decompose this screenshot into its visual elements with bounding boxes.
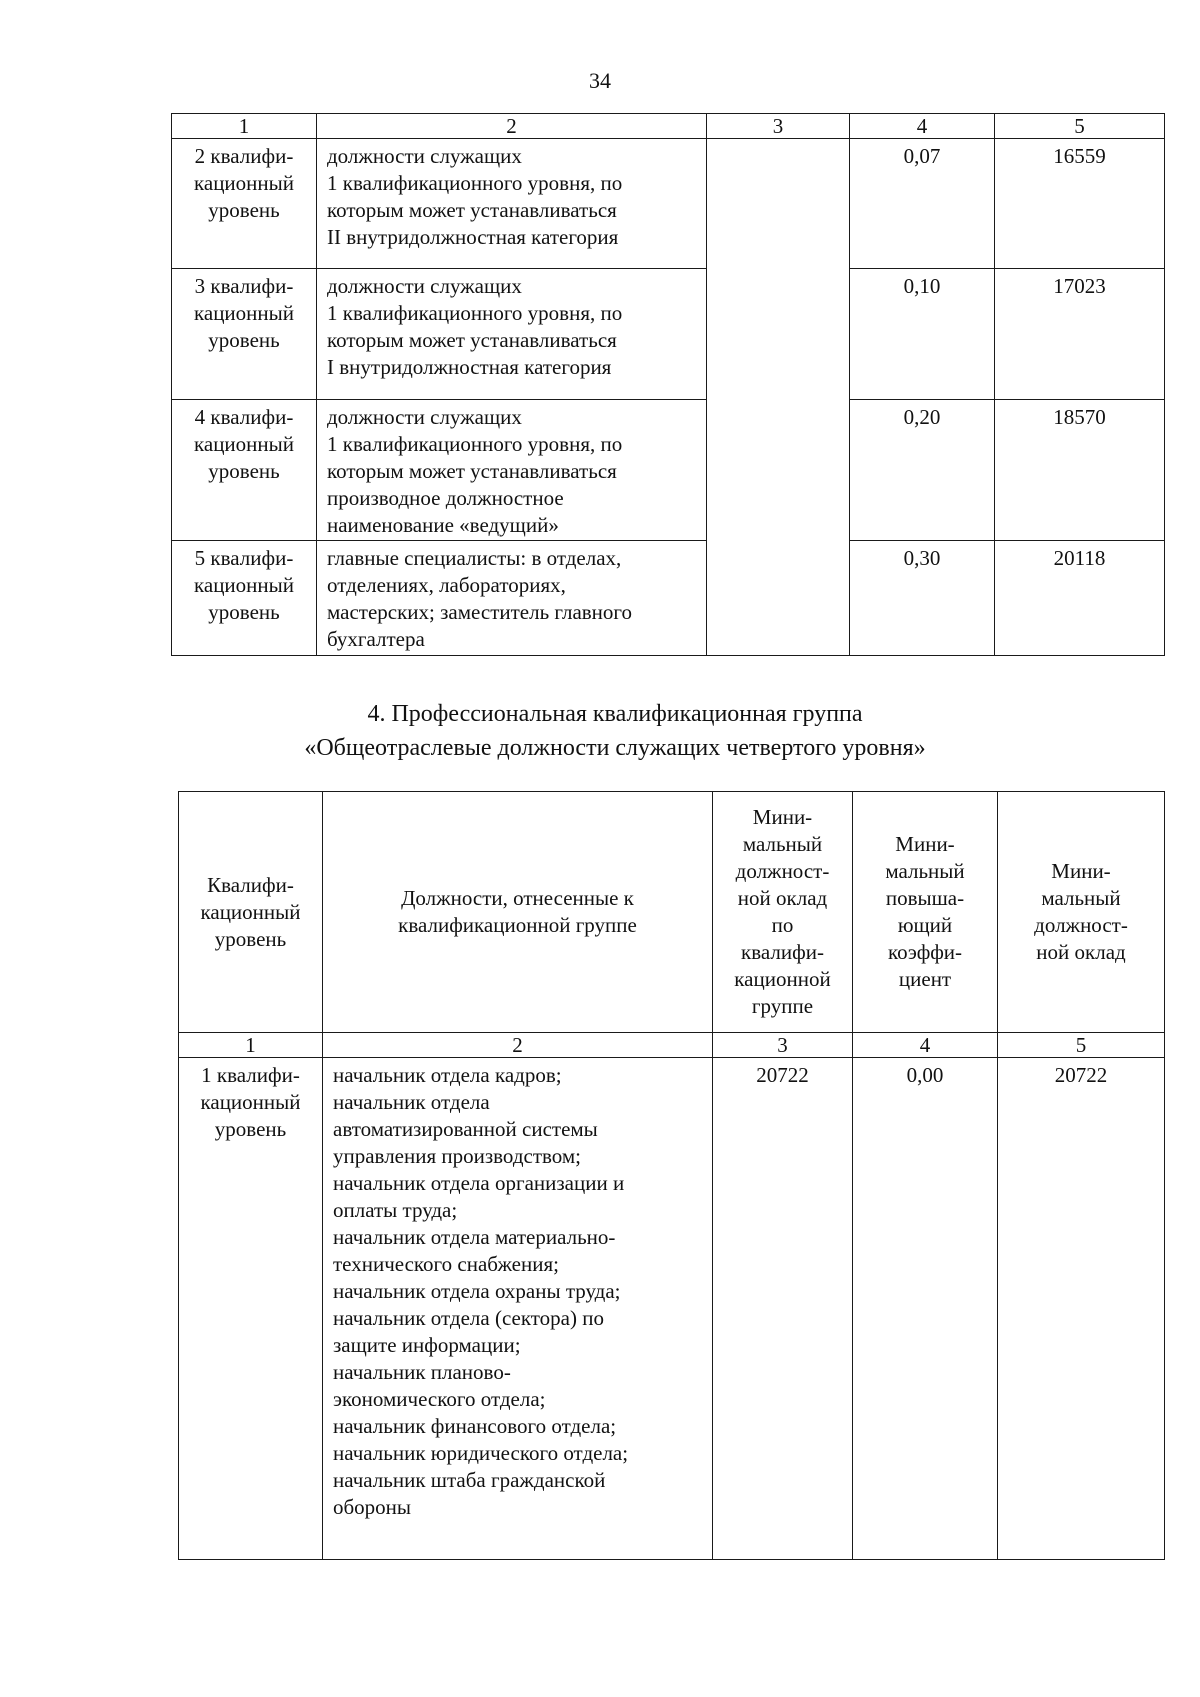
level-line: 1 квалифи- (201, 1063, 300, 1087)
position-line: главные специалисты: в отделах, (327, 546, 622, 570)
column-number-row (179, 1033, 1165, 1058)
positions-cell (317, 139, 707, 269)
header-line: ющий (897, 913, 953, 937)
position-line: 1 квалификационного уровня, по (327, 432, 623, 456)
header-line: должност- (1034, 913, 1128, 937)
position-line: наименование «ведущий» (327, 513, 559, 537)
header-row (179, 792, 1165, 1033)
position-line: начальник юридического отдела; (333, 1441, 629, 1465)
level-line: кационный (193, 432, 294, 456)
position-line: защите информации; (333, 1333, 521, 1357)
level-line: уровень (208, 459, 280, 483)
header-line: повыша- (885, 886, 965, 910)
level-line: уровень (208, 600, 280, 624)
level-line: кационный (193, 573, 294, 597)
salary-cell: 18570 (995, 400, 1165, 541)
position-line: должности служащих (327, 274, 522, 298)
column-number: 5 (998, 1033, 1165, 1058)
header-line: Должности, отнесенные к (401, 886, 634, 910)
coefficient-cell: 0,30 (850, 541, 995, 656)
position-line: экономического отдела; (333, 1387, 546, 1411)
level-cell (172, 139, 317, 269)
positions-cell (317, 400, 707, 541)
position-line: обороны (333, 1495, 412, 1519)
header-line: Квалифи- (207, 872, 294, 897)
position-line: начальник отдела организации и (333, 1171, 625, 1195)
position-line: производное должностное (327, 486, 564, 510)
salary-cell: 20118 (995, 541, 1165, 656)
salary-cell: 17023 (995, 269, 1165, 400)
qualification-group-4-table (178, 791, 1165, 1560)
header-line: кационной (734, 967, 831, 991)
level-cell (172, 400, 317, 541)
position-line: начальник отдела (333, 1090, 490, 1114)
table-row (172, 400, 1165, 541)
page-number: 34 (589, 68, 611, 93)
position-line: технического снабжения; (333, 1252, 559, 1276)
group-salary-cell-empty (707, 139, 850, 656)
position-line: начальник отдела кадров; (333, 1063, 562, 1087)
table-row (172, 269, 1165, 400)
position-line: 1 квалификационного уровня, по (327, 171, 623, 195)
column-number: 4 (853, 1033, 998, 1058)
header-line: коэффи- (887, 940, 963, 964)
position-line: мастерских; заместитель главного (327, 600, 633, 624)
position-line: II внутридолжностная категория (327, 225, 619, 249)
position-line: начальник отдела материально- (333, 1225, 616, 1249)
position-line: оплаты труда; (333, 1198, 458, 1222)
position-line: автоматизированной системы (333, 1117, 598, 1141)
coefficient-cell: 0,07 (850, 139, 995, 269)
header-line: по (771, 913, 794, 937)
header-line: уровень (214, 926, 287, 951)
positions-cell (323, 1058, 713, 1560)
level-line: 4 квалифи- (194, 405, 294, 429)
header-line: квалифи- (741, 940, 824, 964)
level-cell (179, 1058, 323, 1560)
header-line: квалификационной группе (398, 913, 637, 937)
header-line: ной оклад (737, 886, 828, 910)
header-line: мальный (885, 859, 965, 883)
column-number-row (172, 114, 1165, 139)
position-line: начальник финансового отдела; (333, 1414, 617, 1438)
header-line: кационный (200, 899, 301, 924)
header-line: должност- (735, 859, 830, 883)
position-line: начальник штаба гражданской (333, 1468, 606, 1492)
column-number: 1 (179, 1033, 323, 1058)
position-line: которым может устанавливаться (327, 459, 617, 483)
positions-cell (317, 541, 707, 656)
coefficient-cell: 0,10 (850, 269, 995, 400)
level-line: 2 квалифи- (194, 144, 294, 168)
column-number: 3 (713, 1033, 853, 1058)
header-line: Мини- (752, 805, 813, 829)
header-line: Мини- (895, 832, 955, 856)
section-title-line: «Общеотраслевые должности служащих четвертого уровня» (304, 735, 926, 761)
header-line: Мини- (1051, 859, 1111, 883)
level-line: уровень (208, 328, 280, 352)
positions-cell (317, 269, 707, 400)
level-line: уровень (208, 198, 280, 222)
position-line: отделениях, лабораториях, (327, 573, 566, 597)
level-line: 3 квалифи- (194, 274, 294, 298)
column-number: 1 (172, 114, 317, 139)
group-salary-cell: 20722 (713, 1058, 853, 1560)
position-line: I внутридолжностная категория (327, 355, 612, 379)
position-line: должности служащих (327, 144, 522, 168)
header-coefficient (853, 792, 998, 1033)
column-number: 5 (995, 114, 1165, 139)
column-number: 4 (850, 114, 995, 139)
salary-table-continued (171, 113, 1165, 656)
position-line: должности служащих (327, 405, 522, 429)
position-line: начальник отдела охраны труда; (333, 1279, 621, 1303)
column-number: 2 (317, 114, 707, 139)
header-line: группе (751, 994, 814, 1018)
salary-cell: 16559 (995, 139, 1165, 269)
position-line: бухгалтера (327, 627, 425, 651)
header-salary (998, 792, 1165, 1033)
level-cell (172, 269, 317, 400)
section-title-line: 4. Профессиональная квалификационная группа (367, 701, 863, 727)
level-line: кационный (193, 171, 294, 195)
coefficient-cell: 0,20 (850, 400, 995, 541)
header-positions (323, 792, 713, 1033)
column-number: 2 (323, 1033, 713, 1058)
position-line: начальник планово- (333, 1360, 511, 1384)
section-title (0, 697, 1200, 765)
position-line: которым может устанавливаться (327, 198, 617, 222)
level-line: уровень (214, 1117, 287, 1141)
header-line: ной оклад (1036, 940, 1126, 964)
salary-cell: 20722 (998, 1058, 1165, 1560)
header-level (179, 792, 323, 1033)
coefficient-cell: 0,00 (853, 1058, 998, 1560)
position-line: которым может устанавливаться (327, 328, 617, 352)
header-group-salary (713, 792, 853, 1033)
table-row (172, 541, 1165, 656)
table-row (172, 139, 1165, 269)
position-line: 1 квалификационного уровня, по (327, 301, 623, 325)
table-row (179, 1058, 1165, 1560)
position-line: начальник отдела (сектора) по (333, 1306, 604, 1330)
header-line: мальный (1041, 886, 1121, 910)
column-number: 3 (707, 114, 850, 139)
level-cell (172, 541, 317, 656)
position-line: управления производством; (333, 1144, 582, 1168)
header-line: циент (898, 967, 952, 991)
header-line: мальный (742, 832, 823, 856)
level-line: кационный (193, 301, 294, 325)
level-line: 5 квалифи- (194, 546, 294, 570)
level-line: кационный (200, 1090, 301, 1114)
